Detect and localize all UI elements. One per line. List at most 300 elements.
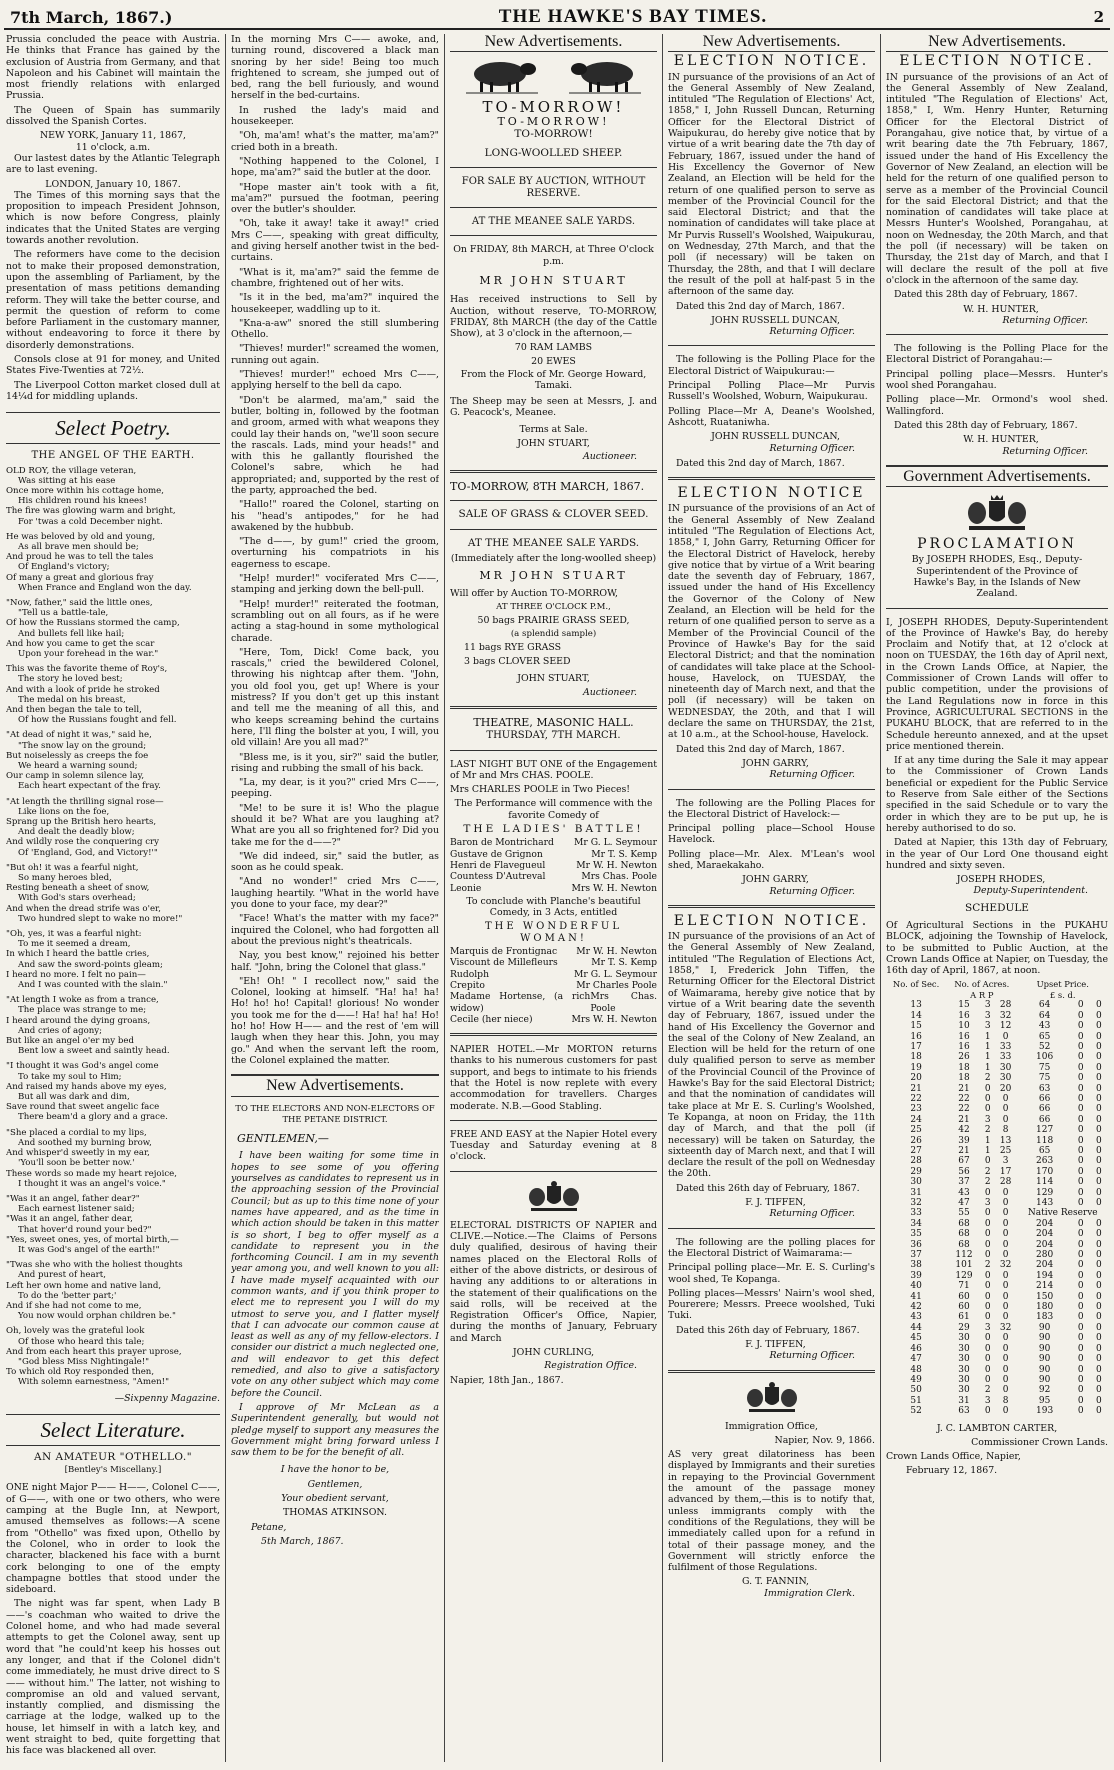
schedule-cell: 15 bbox=[958, 1000, 970, 1011]
poem-stanza bbox=[6, 995, 220, 1056]
cast-actor: Mrs W. H. Newton bbox=[571, 882, 657, 894]
masthead bbox=[4, 6, 1110, 30]
poem-line: Of those who heard this tale; bbox=[18, 1336, 145, 1347]
schedule-cell: 0 bbox=[984, 1218, 991, 1229]
ad-signature: JOHN STUART, bbox=[517, 437, 590, 449]
poem-line: "At length the thrilling signal rose— bbox=[6, 796, 164, 807]
poem-line: There beam'd a glory and a grace. bbox=[18, 1112, 168, 1123]
divider bbox=[668, 345, 875, 346]
schedule-cell: 0 bbox=[1002, 1208, 1009, 1219]
poem-line: "Tell us a battle-tale, bbox=[18, 608, 109, 619]
schedule-cell: 31 bbox=[910, 1187, 922, 1198]
poem-line: When France and England won the day. bbox=[18, 582, 192, 593]
schedule-row bbox=[886, 1344, 1108, 1354]
coat-of-arms bbox=[450, 1180, 657, 1214]
schedule-cell: 0 bbox=[984, 1239, 991, 1250]
divider bbox=[886, 608, 1108, 609]
schedule-cell: 90 bbox=[1038, 1333, 1051, 1344]
schedule-cell: 0 bbox=[1077, 1374, 1084, 1385]
poem-line: And soothed my burning brow, bbox=[18, 1137, 152, 1148]
poem-line: But noiselessly as creeps the foe bbox=[6, 750, 149, 761]
schedule-cell: 90 bbox=[1038, 1374, 1051, 1385]
schedule-cell: 47 bbox=[910, 1354, 922, 1365]
poem-line: Bent low a sweet and saintly head. bbox=[18, 1046, 170, 1057]
letter-paragraph: I have been waiting for some time in hopes to see some of you offering yourselves as candidates to represent us in the approaching session of the Provincial Council; but as up to this time none of your names have appeared, and as the time in which action should be taken in this matter is so short, I beg to offer myself as a candidate to represent you in the forthcoming Council. I am in my seventh year among you, and well known to you all: I have made myself acquainted with our common wants, and if you think proper to elect me to represent you I will do my utmost to serve you, and I flatter myself that I can advocate our common cause at least as well as any of my fellow-electors. I consider our district a much neglected one, and will endeavor to get this defect remedied, and also to give a satisfactory vote on any other subject which may come before the Council. bbox=[231, 1150, 439, 1399]
poem-line: Of how the Russians stormed the camp, bbox=[6, 618, 180, 629]
lot: 11 bags RYE GRASS bbox=[464, 641, 562, 653]
schedule-cell: 0 bbox=[1077, 1135, 1084, 1146]
schedule-cell: 0 bbox=[1096, 1062, 1102, 1073]
notice-role: Returning Officer. bbox=[769, 326, 855, 338]
poem-line: He was beloved by old and young, bbox=[6, 531, 156, 542]
schedule-cell: 44 bbox=[910, 1322, 922, 1333]
schedule-cell: 0 bbox=[1077, 1052, 1084, 1063]
story-paragraph: "Is it in the bed, ma'am?" inquired the housekeeper, waddling up to it. bbox=[231, 292, 439, 315]
schedule-cell: 2 bbox=[984, 1385, 991, 1396]
news-paragraph: Our lastest dates by the Atlantic Telegraph are to last evening. bbox=[6, 152, 220, 176]
story-paragraph: "Me! to be sure it is! Who the plague should it be? What are you laughing at? What are you all so frightened for? Did you take me for the d——?" bbox=[231, 802, 439, 848]
schedule-row bbox=[886, 1354, 1108, 1364]
cast-actor: Mr G. L. Seymour bbox=[574, 837, 657, 849]
divider bbox=[668, 905, 875, 908]
schedule-row bbox=[886, 1125, 1108, 1135]
schedule-cell: 0 bbox=[1096, 1239, 1102, 1250]
cast-list bbox=[450, 946, 657, 1025]
cast-row bbox=[450, 883, 657, 894]
ad-line: TO-MORROW! bbox=[497, 114, 610, 128]
notice-body: IN pursuance of the provisions of an Act of the General Assembly of New Zealand, intituled "The Regulation of Elections Act, 1858," I, Frederick John Tiffen, the Returning Officer for the Electoral District of Waimarama, hereby give notice that by virtue of a Writ bearing date the seventh day of February, 1867, issued under the hand of His Excellency the Governor and the seal of the Colony of New Zealand, an Election will be held for the return of one duly qualified person to serve as member of the Provincial Council of the Province of Hawke's Bay for the said Electoral District; and that the nomination of candidates will take place at Mr E. S. Curling's Woolshed, Te Kopanga, at noon on Friday, the 11th day of March, and that the poll (if necessary) will be taken on Saturday, the sixteenth day of March next, and that I will declare the result of the poll on Wednesday the 20th. bbox=[668, 931, 875, 1180]
letter-paragraph: I approve of Mr McLean as a Superintendent generally, but would not pledge myself to support any measures the Government might bring forward unless I saw them to be for the benefit of all. bbox=[231, 1401, 439, 1459]
schedule-cell: 0 bbox=[984, 1343, 991, 1354]
schedule-row bbox=[886, 1177, 1108, 1187]
ad-signature: JOHN CURLING, bbox=[512, 1347, 595, 1359]
schedule-cell: 0 bbox=[1096, 1322, 1102, 1333]
schedule-cell: 61 bbox=[958, 1312, 970, 1323]
schedule-cell: 0 bbox=[1096, 1385, 1102, 1396]
schedule-cell: 0 bbox=[1077, 1239, 1084, 1250]
schedule-cell: 0 bbox=[1096, 1104, 1102, 1115]
poem-line: The story he loved best; bbox=[18, 674, 123, 685]
schedule-cell: 0 bbox=[984, 1208, 991, 1219]
schedule-cell: 28 bbox=[999, 1000, 1012, 1011]
schedule-cell: 33 bbox=[999, 1041, 1012, 1052]
schedule-row bbox=[886, 1271, 1108, 1281]
schedule-cell: 26 bbox=[910, 1135, 922, 1146]
schedule-cell: 0 bbox=[1096, 1354, 1102, 1365]
poem-stanza bbox=[6, 863, 220, 924]
poem-line: It was God's angel of the earth!" bbox=[18, 1244, 160, 1255]
schedule-cell: 32 bbox=[910, 1198, 922, 1209]
poem-title: THE ANGEL OF THE EARTH. bbox=[31, 450, 195, 462]
story-paragraph: "La, my dear, is it you?" cried Mrs C——, peeping. bbox=[231, 777, 439, 800]
schedule-cell: 30 bbox=[958, 1385, 970, 1396]
dateline: 11 o'clock, a.m. bbox=[75, 141, 151, 153]
ad-line: LONG-WOOLLED SHEEP. bbox=[484, 147, 623, 160]
schedule-cell: 68 bbox=[958, 1239, 970, 1250]
ad-signature: JOHN STUART, bbox=[517, 673, 590, 685]
schedule-cell: 0 bbox=[1002, 1343, 1009, 1354]
schedule-row bbox=[886, 1219, 1108, 1229]
schedule-cell: 23 bbox=[910, 1104, 922, 1115]
ad-line: SALE OF GRASS & CLOVER SEED. bbox=[458, 508, 649, 521]
schedule-row bbox=[886, 1240, 1108, 1250]
poem-line: With God's stars overhead; bbox=[18, 893, 136, 904]
notice-title: ELECTION NOTICE. bbox=[673, 912, 870, 929]
cast-role: Rudolph bbox=[450, 968, 489, 980]
schedule-cell: 194 bbox=[1036, 1270, 1054, 1281]
schedule-cell: 49 bbox=[910, 1374, 922, 1385]
schedule-row bbox=[886, 1000, 1108, 1010]
cast-actor: Mr W. H. Newton bbox=[576, 946, 657, 958]
column-rule bbox=[225, 34, 226, 1762]
schedule-cell: 67 bbox=[958, 1156, 970, 1167]
schedule-cell: 0 bbox=[1077, 1166, 1084, 1177]
poem-line: To me it seemed a dream, bbox=[18, 939, 131, 950]
auctioneer-name: MR JOHN STUART bbox=[479, 569, 628, 583]
proclamation-date: Dated at Napier, this 13th day of February, in the year of Our Lord One thousand eight hundred and sixty seven. bbox=[886, 837, 1108, 871]
news-paragraph: The Liverpool Cotton market closed dull at 14¼d for middling uplands. bbox=[6, 379, 220, 402]
theatre-date: THURSDAY, 7TH MARCH. bbox=[486, 730, 621, 742]
schedule-cell: 13 bbox=[910, 1000, 922, 1011]
schedule-cell: 12 bbox=[999, 1021, 1012, 1032]
news-paragraph: The reformers have come to the decision not to make their proposed demonstration, upon the assembling of Parliament, by the presentation of mass petitions demanding reform. They will take the better course, and permit the question of reform to come before Parliament in the customary manner, without endeavoring to force it there by disorderly demonstrations. bbox=[6, 249, 220, 351]
schedule-cell: 0 bbox=[1077, 1104, 1084, 1115]
schedule-cell: 18 bbox=[958, 1062, 970, 1073]
cast-role: Viscount de Millefleurs bbox=[450, 957, 558, 969]
schedule-cell: 0 bbox=[984, 1406, 991, 1417]
schedule-cell: 204 bbox=[1036, 1229, 1054, 1240]
schedule-cell: 0 bbox=[1002, 1364, 1009, 1375]
column-rule bbox=[880, 34, 881, 1762]
ad-line: Terms at Sale. bbox=[519, 424, 588, 436]
schedule-cell: 45 bbox=[910, 1333, 922, 1344]
schedule-cell: 37 bbox=[910, 1250, 922, 1261]
poem-line: Save round that sweet angelic face bbox=[6, 1102, 160, 1113]
poem-line: But like an angel o'er my bed bbox=[6, 1036, 134, 1047]
schedule-cell: 0 bbox=[1077, 1385, 1084, 1396]
schedule-cell: 25 bbox=[910, 1125, 922, 1136]
poem-line: And bullets fell like hail; bbox=[18, 628, 125, 639]
schedule-row bbox=[886, 1032, 1108, 1042]
schedule-cell: 0 bbox=[1077, 1198, 1084, 1209]
schedule-cell: 0 bbox=[1077, 1312, 1084, 1323]
schedule-cell: 42 bbox=[910, 1302, 922, 1313]
schedule-cell: 183 bbox=[1036, 1312, 1054, 1323]
poem-line: In which I heard the battle cries, bbox=[6, 949, 150, 960]
schedule-cell: 2 bbox=[984, 1125, 991, 1136]
poem-line: "Was it an angel, father dear?" bbox=[6, 1193, 140, 1204]
schedule-cell: 1 bbox=[984, 1135, 991, 1146]
ad-line: The Sheep may be seen at Messrs, J. and G. Peacock's, Meanee. bbox=[450, 395, 657, 418]
schedule-cell: 18 bbox=[910, 1052, 922, 1063]
schedule-header: No. of Acres. bbox=[954, 979, 1010, 990]
schedule-cell: 30 bbox=[958, 1354, 970, 1365]
cast-role: Cecile (her niece) bbox=[450, 1013, 533, 1025]
schedule-cell: 60 bbox=[958, 1302, 970, 1313]
schedule-cell: 63 bbox=[958, 1406, 970, 1417]
poem-line: Each heart expectant of the fray. bbox=[18, 781, 161, 792]
schedule-cell: 30 bbox=[958, 1374, 970, 1385]
schedule-cell: 0 bbox=[1096, 1250, 1102, 1261]
hotel-ad: NAPIER HOTEL.—Mr MORTON returns thanks to his numerous customers for past support, and begs to intimate to his friends that the Hotel is now replete with every accommodation for travellers. Charges moderate. N.B.—Good Stabling. bbox=[450, 1044, 657, 1112]
poem-stanza bbox=[6, 598, 220, 659]
divider bbox=[450, 1033, 657, 1036]
schedule-cell: 0 bbox=[1096, 1083, 1102, 1094]
schedule-cell: 43 bbox=[910, 1312, 922, 1323]
poem-line: And from each heart this prayer uprose, bbox=[6, 1346, 182, 1357]
poem-stanza bbox=[6, 730, 220, 791]
schedule-cell: 8 bbox=[1002, 1395, 1009, 1406]
notice-body: The following are the polling places for the Electoral District of Waimarama:— bbox=[668, 1236, 875, 1259]
schedule-row bbox=[886, 1084, 1108, 1094]
schedule-cell: 204 bbox=[1036, 1239, 1054, 1250]
ad-role: Registration Office. bbox=[544, 1360, 637, 1372]
poem-line: "The snow lay on the ground; bbox=[18, 740, 147, 751]
schedule-cell: 0 bbox=[1077, 1364, 1084, 1375]
schedule-cell: 0 bbox=[1077, 1177, 1084, 1188]
schedule-row bbox=[886, 1323, 1108, 1333]
notice-body: IN pursuance of the provisions of an Act of the General Assembly of New Zealand, intituled "The Regulation of Elections' Act, 1858," I, Wm. Henry Hunter, Returning Officer for the Electoral District of Porangahau, give notice that, by virtue of a writ bearing date the 7th February, 1867, issued under the hand of His Excellency the Governor of New Zealand, an election will be held for the return of one qualified person to serve as a member of the Provincial Council for the said Electoral District; and that the nomination of candidates will take place at Messrs Hunter's Woolshed, Porangahau, at noon on Wednesday, the 20th March, and that the poll (if necessary) will be taken on Thursday, the 21st day of March, and that I will declare the result of the poll at five o'clock in the afternoon of the same day. bbox=[886, 71, 1108, 286]
schedule-cell: 26 bbox=[958, 1052, 970, 1063]
schedule-cell: 2 bbox=[984, 1073, 991, 1084]
cast-actor: Mrs Chas. Poole bbox=[581, 871, 657, 883]
schedule-subheader: A R P bbox=[970, 989, 994, 1000]
schedule-cell: 0 bbox=[1077, 1354, 1084, 1365]
schedule-row bbox=[886, 1375, 1108, 1385]
poem-line: We heard a warning sound; bbox=[18, 760, 138, 771]
letter-place: Petane, bbox=[251, 1521, 287, 1533]
schedule-cell: 46 bbox=[910, 1343, 922, 1354]
schedule-cell: 1 bbox=[984, 1041, 991, 1052]
schedule-cell: 14 bbox=[910, 1010, 922, 1021]
poem-line: And cries of agony; bbox=[18, 1025, 103, 1036]
story-paragraph: The night was far spent, when Lady B——'s coachman who waited to drive the Colonel home, and who had made several attempts to get the Colonel away, sent up word that "he could'nt keep his hosses out any longer, and that if the Colonel didn't come immediately, he must drive direct to S—— without him." The latter, not wishing to compromise an old and valued servant, instantly complied, and dismissing the carriage at the lodge, walked up to the house, let himself in with a latch key, and went straight to bed, quite forgetting that his face was blackened all over. bbox=[6, 1598, 220, 1757]
news-paragraph: The Times of this morning says that the proposition to impeach President Johnson, which is now before Congress, plainly indicates that the United States are verging towards another revolution. bbox=[6, 189, 220, 247]
schedule-cell: 0 bbox=[1096, 1135, 1102, 1146]
auctioneer-name: MR JOHN STUART bbox=[479, 273, 628, 287]
cast-role: Madame Hortense, (a rich widow) bbox=[450, 991, 591, 1014]
schedule-cell: 32 bbox=[999, 1260, 1012, 1271]
divider bbox=[450, 1120, 657, 1121]
poem-line: And I was counted with the slain." bbox=[18, 980, 168, 991]
schedule-cell: 27 bbox=[910, 1145, 922, 1156]
poem-line: And if she had not come to me, bbox=[6, 1300, 142, 1311]
schedule-row bbox=[886, 1052, 1108, 1062]
divider bbox=[450, 500, 657, 501]
poem-line: "Was it an angel, father dear, bbox=[6, 1214, 133, 1225]
story-paragraph: "Hallo!" roared the Colonel, starting on his "head's antipodes," for he had awakened by the hubbub. bbox=[231, 499, 439, 533]
schedule-cell: 0 bbox=[984, 1291, 991, 1302]
schedule-table bbox=[886, 979, 1108, 1416]
poem-line: The medal on his breast, bbox=[18, 694, 126, 705]
divider bbox=[450, 235, 657, 236]
story-paragraph: "Kna-a-aw" snored the still slumbering Othello. bbox=[231, 317, 439, 341]
schedule-cell: 0 bbox=[984, 1374, 991, 1385]
poem-stanza bbox=[6, 1128, 220, 1189]
schedule-cell: 0 bbox=[1077, 1156, 1084, 1167]
schedule-cell: 0 bbox=[1002, 1406, 1009, 1417]
sheep-icon bbox=[565, 56, 645, 94]
poem-source: —Sixpenny Magazine. bbox=[114, 1392, 220, 1404]
schedule-cell: 0 bbox=[1077, 1073, 1084, 1084]
story-paragraph: "The d——, by gum!" cried the groom, overturning his compatriots in his eagerness to escape. bbox=[231, 536, 439, 570]
notice-role: Returning Officer. bbox=[1002, 314, 1088, 326]
schedule-cell: 60 bbox=[958, 1291, 970, 1302]
notice-title: ELECTION NOTICE bbox=[677, 485, 866, 502]
schedule-cell: 0 bbox=[1077, 1291, 1084, 1302]
schedule-cell: 127 bbox=[1036, 1125, 1054, 1136]
theatre-line: The Performance will commence with the favorite Comedy of bbox=[454, 798, 653, 821]
schedule-cell: 112 bbox=[955, 1250, 973, 1261]
poem-line: That hover'd round your bed?" bbox=[18, 1224, 152, 1235]
news-paragraph: The Queen of Spain has summarily dissolved the Spanish Cortes. bbox=[6, 104, 220, 128]
schedule-cell: 29 bbox=[910, 1166, 922, 1177]
proclamation-by: By JOSEPH RHODES, Esq., Deputy-Superintendent of the Province of Hawke's Bay, in the Islands of New Zealand. bbox=[911, 554, 1083, 600]
schedule-cell: 38 bbox=[910, 1260, 922, 1271]
poem-line: "Oh, yes, it was a fearful night: bbox=[6, 929, 142, 940]
schedule-cell: 0 bbox=[1096, 1052, 1102, 1063]
divider bbox=[450, 1171, 657, 1172]
poem-line: And dealt the deadly blow; bbox=[18, 827, 135, 838]
schedule-body bbox=[886, 1000, 1108, 1416]
poem-line: "Twas she who with the holiest thoughts bbox=[6, 1260, 183, 1271]
schedule-cell: 0 bbox=[1077, 1062, 1084, 1073]
schedule-cell: 0 bbox=[1002, 1093, 1009, 1104]
divider bbox=[450, 750, 657, 751]
schedule-cell: 0 bbox=[1096, 1031, 1102, 1042]
poem-line: "But oh! it was a fearful night, bbox=[6, 862, 139, 873]
schedule-cell: 0 bbox=[1077, 1229, 1084, 1240]
poem-line: "Yes, sweet ones, yes, of mortal birth,— bbox=[6, 1234, 179, 1245]
poem-line: To which old Roy responded then, bbox=[6, 1367, 155, 1378]
notice-title: ELECTION NOTICE. bbox=[673, 53, 870, 70]
schedule-cell: 90 bbox=[1038, 1322, 1051, 1333]
story-paragraph: "Eh! Oh! " I recollect now," said the Colonel, looking at himself. "Ha! ha! ha! Ho! ho! ho! Capital! glorious! No wonder you took me for the d——! Ha! ha! ha! Ho! ho! ho! How H—— and the rest of 'em will laugh when they hear this. John, you may go." And when the servant left the room, the Colonel explained the matter. bbox=[231, 975, 439, 1066]
ad-line: From the Flock of Mr. George Howard, Tamaki. bbox=[460, 369, 647, 392]
lot: (a splendid sample) bbox=[510, 628, 597, 639]
dateline: LONDON, January 10, 1867. bbox=[45, 178, 181, 190]
schedule-row bbox=[886, 1042, 1108, 1052]
schedule-cell: 0 bbox=[1096, 1177, 1102, 1188]
column-3 bbox=[450, 34, 657, 1762]
column-1 bbox=[6, 34, 220, 1762]
schedule-cell: 66 bbox=[1038, 1093, 1051, 1104]
schedule-cell: 204 bbox=[1036, 1260, 1054, 1271]
schedule-cell: 0 bbox=[1096, 1114, 1102, 1125]
schedule-cell: 0 bbox=[1096, 1270, 1102, 1281]
schedule-cell: 0 bbox=[1096, 1229, 1102, 1240]
schedule-cell: 75 bbox=[1038, 1062, 1051, 1073]
issue-date: 7th March, 1867.) bbox=[10, 7, 173, 27]
cast-actor: Mr T. S. Kemp bbox=[591, 848, 657, 860]
schedule-cell: 0 bbox=[1077, 1302, 1084, 1313]
schedule-cell: 0 bbox=[1096, 1333, 1102, 1344]
divider bbox=[450, 470, 657, 473]
cast-row bbox=[450, 969, 657, 980]
schedule-cell: 22 bbox=[958, 1093, 970, 1104]
final-signature: J. C. LAMBTON CARTER, bbox=[936, 1422, 1058, 1434]
schedule-cell: 51 bbox=[910, 1395, 922, 1406]
lot: 3 bags CLOVER SEED bbox=[464, 656, 571, 668]
schedule-cell: 0 bbox=[1077, 1041, 1084, 1052]
notice-signature: JOHN GARRY, bbox=[742, 874, 809, 886]
schedule-cell: 3 bbox=[1002, 1156, 1009, 1167]
schedule-cell: 52 bbox=[910, 1406, 922, 1417]
story-paragraph: "Nothing happened to the Colonel, I hope, ma'am?" said the butler at the door. bbox=[231, 155, 439, 179]
poem-line: Upon your forehead in the war." bbox=[18, 648, 159, 659]
schedule-header: No. of Sec. bbox=[892, 979, 940, 990]
story-paragraph: "Hope master ain't took with a fit, ma'am?" pursued the footman, peering over the butler's shoulder. bbox=[231, 181, 439, 216]
schedule-cell: 143 bbox=[1036, 1198, 1054, 1209]
poem-line: I heard around the dying groans, bbox=[6, 1015, 151, 1026]
notice-date: Dated this 2nd day of March, 1867. bbox=[676, 743, 845, 755]
schedule-row bbox=[886, 1385, 1108, 1395]
schedule-row bbox=[886, 1208, 1108, 1218]
poem bbox=[6, 466, 220, 1388]
cast-actor: Mr T. S. Kemp bbox=[591, 957, 657, 969]
poem-line: Like lions on the foe, bbox=[18, 806, 110, 817]
poem-line: And saw the sword-points gleam; bbox=[18, 959, 163, 970]
sheep-icon bbox=[462, 56, 542, 94]
cast-role: Gustave de Grignon bbox=[450, 848, 543, 860]
cast-row bbox=[450, 860, 657, 871]
schedule-cell: 13 bbox=[999, 1135, 1012, 1146]
schedule-cell: 0 bbox=[984, 1093, 991, 1104]
schedule-cell: 65 bbox=[1038, 1031, 1051, 1042]
schedule-cell: 0 bbox=[1096, 1364, 1102, 1375]
poem-line: Left her own home and native land, bbox=[6, 1280, 162, 1291]
poem-line: OLD ROY, the village veteran, bbox=[6, 465, 137, 476]
story-paragraph: "Oh, take it away! take it away!" cried Mrs C——, speaking with great difficulty, and giving herself another twist in the bed-curtains. bbox=[231, 218, 439, 264]
schedule-cell: 0 bbox=[984, 1333, 991, 1344]
poem-stanza bbox=[6, 1061, 220, 1122]
schedule-cell: 129 bbox=[1036, 1187, 1054, 1198]
story-paragraph: "Thieves! murder!" screamed the women, running out again. bbox=[231, 343, 439, 366]
theatre-title: THEATRE, MASONIC HALL. bbox=[473, 715, 634, 729]
ad-title: TO-MORROW, 8TH MARCH, 1867. bbox=[450, 480, 645, 494]
poem-line: And then began the tale to tell, bbox=[6, 704, 142, 715]
notice-signature: W. H. HUNTER, bbox=[963, 303, 1039, 315]
schedule-row bbox=[886, 1302, 1108, 1312]
schedule-cell: 95 bbox=[1038, 1395, 1051, 1406]
immigration-office: Immigration Office, bbox=[724, 1420, 819, 1432]
column-heading: New Advertisements. bbox=[668, 34, 875, 52]
schedule-cell: 0 bbox=[1096, 1312, 1102, 1323]
schedule-cell: 0 bbox=[1077, 1114, 1084, 1125]
notice-body: The following are the Polling Places for the Electoral District of Havelock:— bbox=[668, 797, 875, 820]
schedule-cell: 0 bbox=[984, 1229, 991, 1240]
schedule-cell: 75 bbox=[1038, 1073, 1051, 1084]
schedule-row bbox=[886, 1365, 1108, 1375]
cast-actor: Mr W. H. Newton bbox=[576, 859, 657, 871]
notice-date: Dated this 26th day of February, 1867. bbox=[676, 1324, 860, 1336]
schedule-cell: 0 bbox=[1096, 1395, 1102, 1406]
schedule-cell: 42 bbox=[958, 1125, 970, 1136]
schedule-row bbox=[886, 1333, 1108, 1343]
poem-line: "She placed a cordial to my lips, bbox=[6, 1127, 147, 1138]
notice-body: The following is the Polling Place for the Electoral District of Waipukurau:— bbox=[668, 354, 875, 377]
schedule-cell: 0 bbox=[1077, 1343, 1084, 1354]
schedule-cell: 25 bbox=[999, 1145, 1012, 1156]
schedule-cell: 28 bbox=[910, 1156, 922, 1167]
schedule-cell: 0 bbox=[1002, 1354, 1009, 1365]
proclamation-body: I, JOSEPH RHODES, Deputy-Superintendent of the Province of Hawke's Bay, do hereby Proclaim and Notify that, at 12 o'clock at noon on TUESDAY, the 16th day of April next, in the Crown Lands Office, at Napier, the Commissioner of Crown Lands will offer to public competition, under the provisions of the Land Regulations now in force in this Province, AGRICULTURAL SECTIONS in the PUKAHU BLOCK, that are referred to in the Schedule hereunto annexed, and at the upset price mentioned therein. bbox=[886, 616, 1108, 752]
notice-body: IN pursuance of the provisions of an Act of the General Assembly of New Zealand, intituled "The Regulation of Elections' Act, 1858," I, John Russell Duncan, Returning Officer for the Electoral District of Waipukurau, do hereby give notice that by virtue of a writ bearing date the 7th day of February, 1867, issued under the hand of His Excellency the Governor of New Zealand, an Election will be held for the return of one qualified person to serve as member of the Provincial Council for the said Electoral District; and that the nomination of candidates will take place at Mr Purvis Russell's Woolshed, Waipukurau, on Wednesday, 27th March, and that the poll (if necessary) will be taken on Thursday, the 28th, and that I will declare the result of the poll at half-past 5 in the afternoon of the same day. bbox=[668, 71, 875, 298]
column-rule bbox=[662, 34, 663, 1762]
story-paragraph: "What is it, ma'am?" said the femme de chambre, frightened out of her wits. bbox=[231, 266, 439, 289]
ad-line: (Immediately after the long-woolled sheep) bbox=[450, 553, 657, 565]
cast-role: Leonie bbox=[450, 882, 482, 894]
